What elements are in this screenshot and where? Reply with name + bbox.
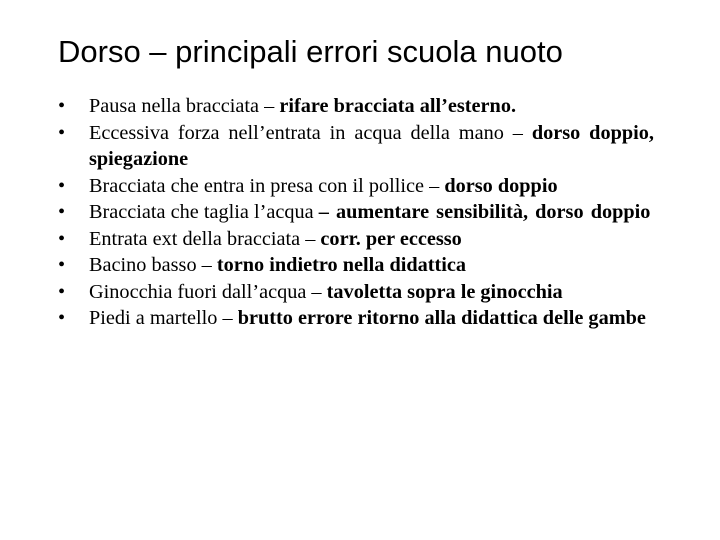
slide-title: Dorso – principali errori scuola nuoto xyxy=(58,34,563,69)
list-item xyxy=(58,226,654,253)
list-item xyxy=(58,252,654,279)
list-item xyxy=(58,305,654,332)
item-text: Pausa nella bracciata – xyxy=(89,95,280,117)
bullet-dot-icon: • xyxy=(58,280,66,303)
item-emphasis: dorso doppio xyxy=(444,174,558,197)
item-emphasis: tavoletta sopra le ginocchia xyxy=(326,280,563,303)
list-item xyxy=(58,93,654,120)
list-item xyxy=(58,279,654,306)
item-emphasis: corr. per eccesso xyxy=(320,227,462,250)
bullet-dot-icon: • xyxy=(58,121,66,144)
item-emphasis: dorso doppio, spiegazione xyxy=(89,121,654,170)
list-item xyxy=(58,120,654,173)
item-emphasis: torno indietro nella didattica xyxy=(216,254,467,276)
item-text: Piedi a martello – xyxy=(89,307,238,329)
bullet-dot-icon: • xyxy=(58,201,66,223)
bullet-dot-icon: • xyxy=(58,254,66,276)
bullet-list xyxy=(58,93,654,332)
item-text: Ginocchia fuori dall’acqua – xyxy=(89,280,327,303)
item-emphasis: brutto errore ritorno alla didattica delle gambe xyxy=(237,307,646,329)
bullet-dot-icon: • xyxy=(58,307,66,329)
item-text: Eccessiva forza nell’entrata in acqua della mano – xyxy=(89,121,532,144)
list-item xyxy=(58,173,654,200)
bullet-dot-icon: • xyxy=(58,174,66,197)
bullet-dot-icon: • xyxy=(58,95,66,117)
item-text: Entrata ext della bracciata – xyxy=(89,227,321,250)
bullet-dot-icon: • xyxy=(58,227,66,250)
item-emphasis: – aumentare sensibilità, dorso doppio xyxy=(318,201,651,223)
item-text: Bacino basso – xyxy=(89,254,217,276)
item-text: Bracciata che entra in presa con il pollice – xyxy=(89,174,445,197)
item-emphasis: rifare bracciata all’esterno. xyxy=(279,95,517,117)
list-item xyxy=(58,199,654,226)
item-text: Bracciata che taglia l’acqua xyxy=(89,201,319,223)
